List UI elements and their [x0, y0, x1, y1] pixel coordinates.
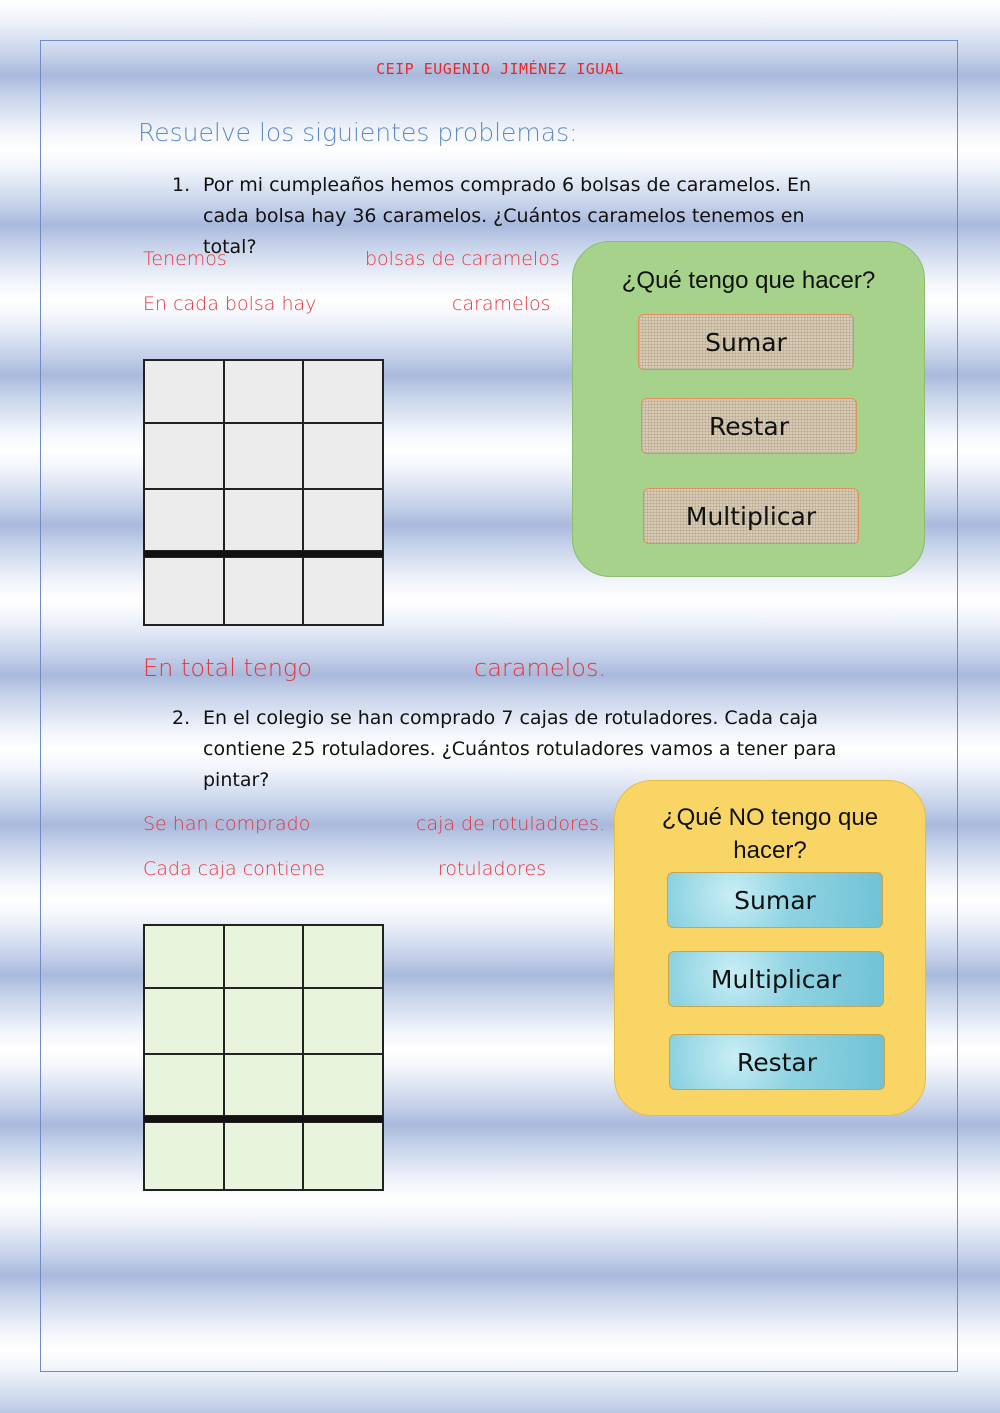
p1-card-question: ¿Qué tengo que hacer? [621, 267, 876, 294]
p1-label-en-cada-bolsa: En cada bolsa hay [143, 293, 317, 315]
p1-operation-card [572, 241, 925, 577]
grid-cell[interactable] [303, 925, 383, 988]
p2-operation-card [614, 780, 926, 1116]
grid-cell[interactable] [224, 360, 304, 423]
grid-cell[interactable] [144, 988, 224, 1054]
p2-label-caja: caja de rotuladores. [416, 813, 605, 835]
grid-cell-result[interactable] [224, 557, 304, 625]
p2-option-multiplicar[interactable]: Multiplicar [668, 951, 884, 1007]
grid-cell[interactable] [144, 925, 224, 988]
p1-answer-prefix: En total tengo [143, 654, 312, 682]
p1-label-caramelos: caramelos [452, 293, 551, 315]
grid-cell[interactable] [144, 489, 224, 551]
grid-cell[interactable] [144, 1054, 224, 1116]
grid-cell[interactable] [224, 988, 304, 1054]
grid-cell[interactable] [303, 1054, 383, 1116]
p2-label-se-han-comprado: Se han comprado [143, 813, 311, 835]
p2-option-sumar[interactable]: Sumar [667, 872, 883, 928]
grid-cell-result[interactable] [144, 1122, 224, 1190]
grid-cell[interactable] [303, 988, 383, 1054]
grid-cell[interactable] [144, 360, 224, 423]
problem-1-number: 1. [172, 174, 191, 196]
grid-cell[interactable] [224, 489, 304, 551]
grid-cell[interactable] [224, 423, 304, 489]
grid-cell[interactable] [224, 925, 304, 988]
grid-cell[interactable] [224, 1054, 304, 1116]
p1-label-bolsas: bolsas de caramelos [365, 248, 560, 270]
problem-1-text: Por mi cumpleaños hemos comprado 6 bolsas de caramelos. En cada bolsa hay 36 caramelos. ¿Cuántos caramelos tenemos en total? [203, 174, 812, 258]
p2-label-cada-caja: Cada caja contiene [143, 858, 325, 880]
p1-option-multiplicar[interactable]: Multiplicar [643, 488, 859, 544]
p1-answer-suffix: caramelos. [474, 654, 607, 682]
p1-option-sumar[interactable]: Sumar [638, 314, 854, 370]
p1-label-tenemos: Tenemos [143, 248, 227, 270]
grid-cell-result[interactable] [224, 1122, 304, 1190]
grid-cell[interactable] [303, 489, 383, 551]
problem-2-text: En el colegio se han comprado 7 cajas de rotuladores. Cada caja contiene 25 rotuladores. ¿Cuántos rotuladores vamos a tener para pintar? [203, 707, 837, 791]
p1-calculation-grid[interactable] [143, 359, 384, 626]
problem-2-number: 2. [172, 707, 191, 729]
p1-option-restar[interactable]: Restar [641, 398, 857, 454]
school-name: CEIP EUGENIO JIMÉNEZ IGUAL [376, 60, 624, 78]
grid-cell[interactable] [303, 423, 383, 489]
p2-calculation-grid[interactable] [143, 924, 384, 1191]
grid-cell[interactable] [303, 360, 383, 423]
grid-cell[interactable] [144, 423, 224, 489]
p2-card-question: ¿Qué NO tengo que hacer? [661, 804, 879, 864]
p2-option-restar[interactable]: Restar [669, 1034, 885, 1090]
worksheet-heading: Resuelve los siguientes problemas: [138, 118, 578, 147]
grid-cell-result[interactable] [303, 557, 383, 625]
grid-cell-result[interactable] [144, 557, 224, 625]
grid-cell-result[interactable] [303, 1122, 383, 1190]
p2-label-rotuladores: rotuladores [438, 858, 547, 880]
